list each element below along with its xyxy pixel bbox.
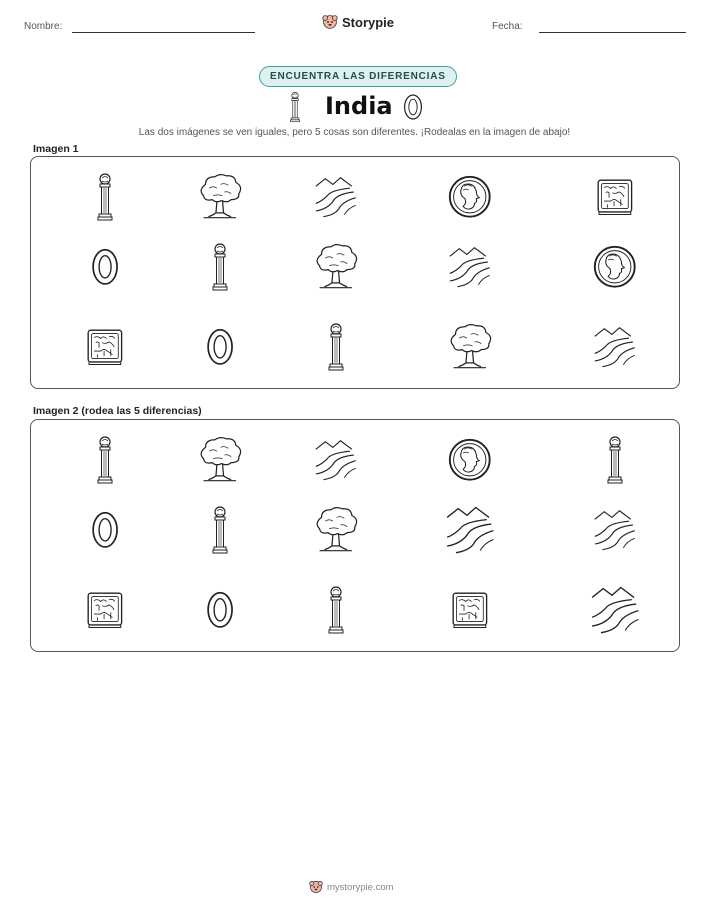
coin-icon[interactable]: [446, 436, 494, 484]
pillar-icon: [286, 91, 304, 123]
zero-icon[interactable]: [88, 508, 122, 552]
river-large-icon[interactable]: [438, 502, 503, 557]
tree-icon[interactable]: [312, 506, 360, 554]
zero-icon: [401, 92, 425, 122]
coin-icon: [591, 243, 639, 291]
page-title: India: [325, 92, 393, 120]
mascot-icon: [309, 880, 323, 894]
footer-url[interactable]: mystorypie.com: [327, 881, 394, 893]
image2-label: Imagen 2 (rodea las 5 diferencias): [33, 405, 202, 417]
storypie-logo: [322, 14, 394, 30]
pillar-icon[interactable]: [326, 585, 346, 635]
tree-icon: [312, 243, 360, 291]
river-icon: [591, 323, 639, 371]
river-icon: [312, 173, 360, 221]
river-icon[interactable]: [591, 506, 639, 554]
coin-icon: [446, 173, 494, 221]
date-line[interactable]: [539, 32, 686, 33]
zero-icon[interactable]: [203, 588, 237, 632]
name-label: Nombre:: [24, 21, 63, 32]
name-line[interactable]: [72, 32, 255, 33]
zero-icon: [203, 325, 237, 369]
mascot-icon: [322, 14, 338, 30]
activity-badge: ENCUENTRA LAS DIFERENCIAS: [259, 66, 457, 87]
zero-icon: [88, 245, 122, 289]
river-icon: [446, 243, 494, 291]
image1-panel: [30, 156, 680, 389]
date-label: Fecha:: [492, 21, 523, 32]
instructions: Las dos imágenes se ven iguales, pero 5 cosas son diferentes. ¡Rodealas en la imagen de abajo!: [138, 127, 571, 138]
pillar-icon[interactable]: [605, 435, 625, 485]
seal-icon: [84, 326, 126, 368]
pillar-icon: [95, 172, 115, 222]
seal-icon[interactable]: [84, 589, 126, 631]
image1-label: Imagen 1: [33, 143, 79, 155]
tree-icon[interactable]: [196, 436, 244, 484]
pillar-icon: [210, 242, 230, 292]
brand-name: Storypie: [342, 14, 395, 30]
seal-icon: [594, 176, 636, 218]
river-icon[interactable]: [312, 436, 360, 484]
pillar-icon[interactable]: [210, 505, 230, 555]
footer: [309, 880, 394, 894]
tree-icon: [196, 173, 244, 221]
seal-icon[interactable]: [449, 589, 491, 631]
pillar-icon[interactable]: [95, 435, 115, 485]
image2-panel[interactable]: [30, 419, 680, 652]
pillar-icon: [326, 322, 346, 372]
river-large-icon[interactable]: [583, 582, 648, 637]
tree-icon: [446, 323, 494, 371]
